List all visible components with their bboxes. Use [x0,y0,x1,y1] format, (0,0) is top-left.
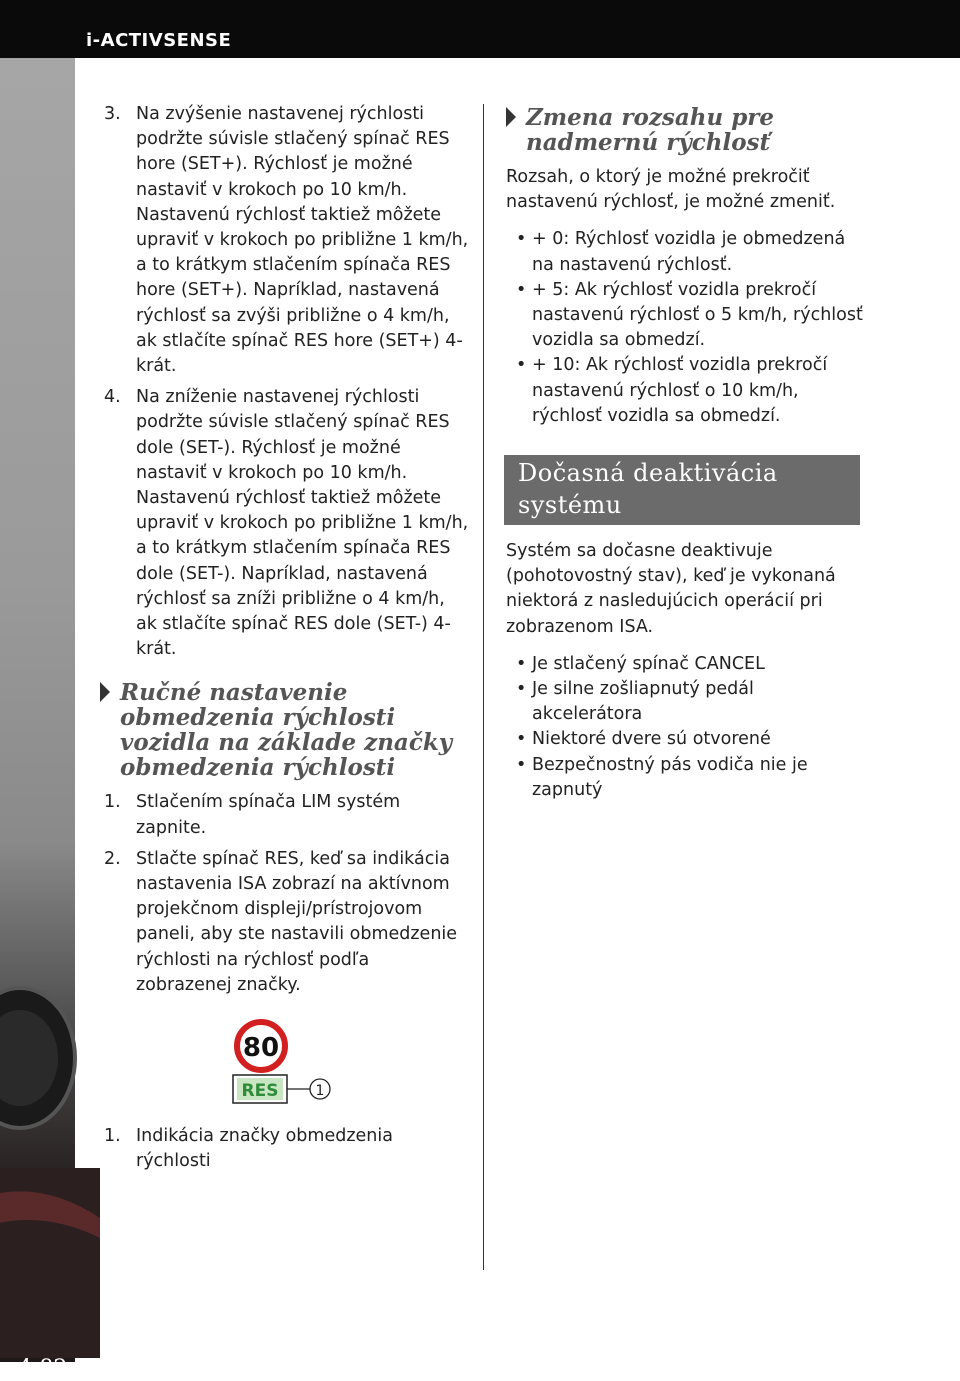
deactivation-intro: Systém sa dočasne deaktivuje (pohotovostný stav), keď je vykonaná niektorá z nasledujúcich operácií pri zobrazenom ISA. [506,541,836,637]
list-item [512,727,866,752]
right-column [506,105,866,803]
list-item-text: + 10: Ak rýchlosť vozidla prekročí nastavenú rýchlosť o 10 km/h, rýchlosť vozidla sa obmedzí. [532,355,828,426]
heading-text: Ručné nastavenie obmedzenia rýchlosti vozidla na základe značky obmedzenia rýchlosti [120,679,453,782]
step-text: Na zvýšenie nastavenej rýchlosti podržte súvisle stlačený spínač RES hore (SET+). Rýchlosť je možné nastaviť v krokoch po 10 km/h. Nastavenú rýchlosť taktiež môžete upraviť v krokoch po približne 1 km/h, a to krátkym stlačením spínača RES hore (SET+). Napríklad, nastavená rýchlosť sa zvýši približne o 4 km/h, ak stlačíte spínač RES hore (SET+) 4-krát. [136,104,469,377]
page-number: 4-82 [18,1356,68,1381]
list-item [512,753,866,803]
list-item [512,227,866,277]
section-arrow-icon [100,682,110,702]
bullet-mark: • [516,229,527,250]
list-item [512,652,866,677]
column-divider [483,104,484,1270]
step-text: Na zníženie nastavenej rýchlosti podržte súvisle stlačený spínač RES dole (SET-). Rýchlosť je možné nastaviť v krokoch po 10 km/h. Nastavenú rýchlosť taktiež môžete upraviť v krokoch po približne 1 km/h, a to krátkym stlačením spínača RES dole (SET-). Napríklad, nastavená rýchlosť sa zníži približne o 4 km/h, ak stlačíte spínač RES dole (SET-) 4-krát. [136,387,469,660]
speed-sign-illustration [100,1020,470,1110]
step-3 [100,102,470,379]
step-number: 1. [104,792,121,813]
list-item-text: + 5: Ak rýchlosť vozidla prekročí nastavenú rýchlosť o 5 km/h, rýchlosť vozidla sa obmedzí. [532,279,863,351]
step-number: 2. [104,848,121,869]
step-number: 3. [104,104,121,124]
list-item-text: Je silne zošliapnutý pedál akcelerátora [532,679,754,725]
step-text: Stlačením spínača LIM systém zapnite. [136,792,401,838]
sign-value: 80 [242,1033,280,1064]
section-arrow-icon [506,107,516,127]
list-item-text: + 0: Rýchlosť vozidla je obmedzená na nastavenú rýchlosť. [532,229,846,275]
deactivation-list [512,652,866,803]
step-4 [100,385,470,662]
caption-text: Indikácia značky obmedzenia rýchlosti [136,1126,393,1172]
list-item [512,677,866,727]
manual-step-1 [100,790,470,840]
side-photo-strip [0,58,75,1381]
step-text: Stlačte spínač RES, keď sa indikácia nastavenia ISA zobrazí na aktívnom projekčnom displeji/prístrojovom paneli, aby ste nastavili obmedzenie rýchlosti na rýchlosť podľa zobrazenej značky. [136,848,458,995]
overspeed-intro: Rozsah, o ktorý je možné prekročiť nastavenú rýchlosť, je možné zmeniť. [506,167,836,213]
bullet-mark: • [516,279,527,300]
bullet-mark: • [516,355,527,376]
manual-step-2 [100,847,470,998]
bullet-mark: • [516,679,527,700]
manual-limit-heading [100,680,470,780]
res-label: RES [241,1081,279,1102]
section-title: i-ACTIVSENSE [86,30,232,51]
list-item [512,278,866,354]
header-bar [0,0,960,58]
bullet-mark: • [516,729,527,750]
list-item-text: Niektoré dvere sú otvorené [532,729,771,750]
figure-caption [100,1124,470,1174]
list-item [512,353,866,429]
list-item-text: Je stlačený spínač CANCEL [532,653,765,674]
bullet-mark: • [516,754,527,775]
deactivation-heading-box: Dočasná deaktivácia systému [504,455,860,525]
car-interior-image [0,938,100,1358]
caption-number: 1. [104,1126,121,1147]
callout-number: 1 [315,1083,325,1100]
speed-sign-figure [100,1020,470,1110]
range-list [512,227,866,429]
heading-text: Zmena rozsahu pre nadmernú rýchlosť [526,104,775,156]
left-column [100,102,470,1181]
list-item-text: Bezpečnostný pás vodiča nie je zapnutý [532,754,808,800]
step-number: 4. [104,387,121,408]
overspeed-heading [506,105,866,155]
bullet-mark: • [516,653,527,674]
